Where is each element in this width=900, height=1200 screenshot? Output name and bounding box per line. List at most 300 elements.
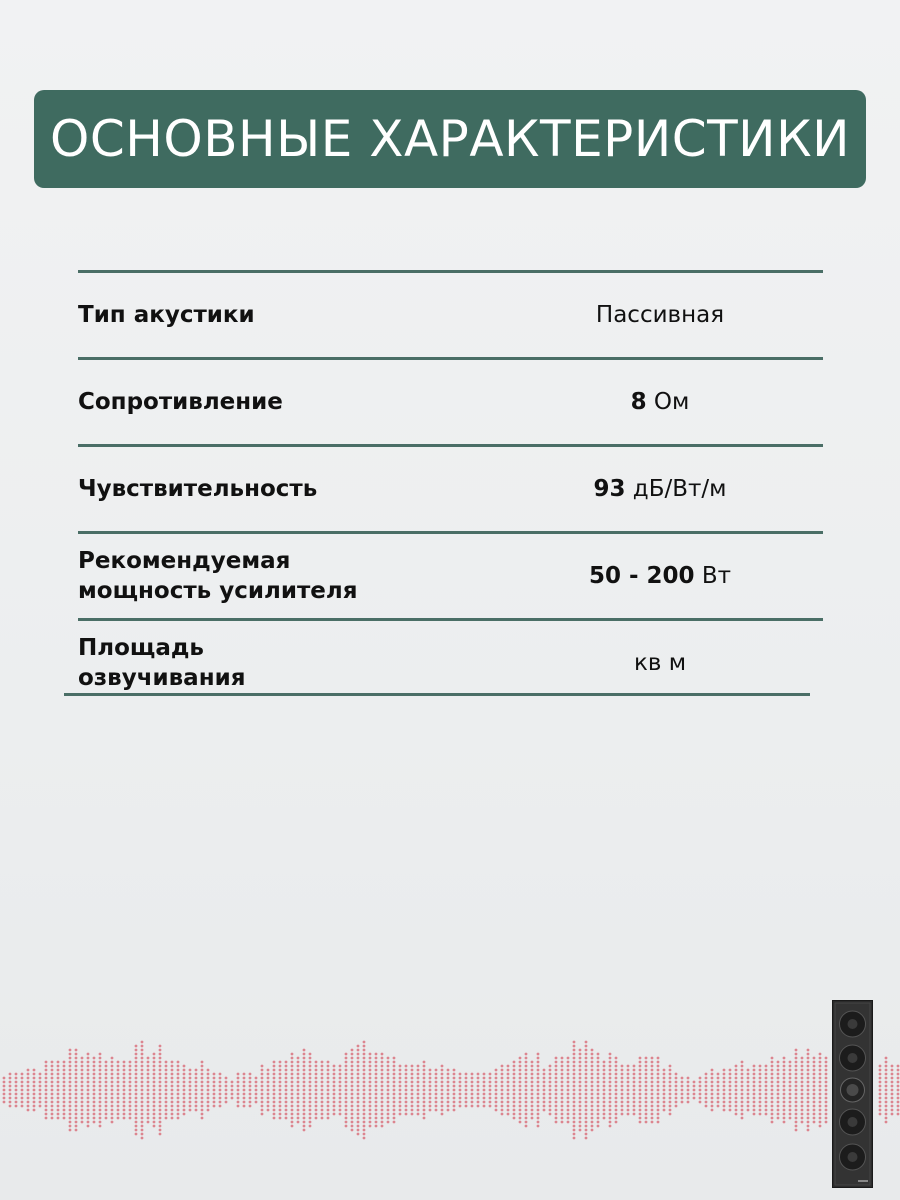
wave-dot (507, 1089, 510, 1092)
wave-dot (279, 1061, 282, 1064)
wave-dot (549, 1093, 552, 1096)
wave-dot (9, 1077, 12, 1080)
wave-dot (99, 1117, 102, 1120)
wave-dot (471, 1105, 474, 1108)
wave-dot (33, 1069, 36, 1072)
wave-dot (639, 1073, 642, 1076)
wave-dot (387, 1109, 390, 1112)
wave-dot (159, 1133, 162, 1136)
wave-dot (237, 1097, 240, 1100)
wave-dot (771, 1057, 774, 1060)
wave-dot (303, 1069, 306, 1072)
wave-dot (675, 1085, 678, 1088)
wave-dot (711, 1093, 714, 1096)
wave-dot (639, 1065, 642, 1068)
wave-dot (321, 1069, 324, 1072)
wave-dot (585, 1101, 588, 1104)
wave-dot (561, 1085, 564, 1088)
wave-dot (327, 1069, 330, 1072)
wave-dot (381, 1057, 384, 1060)
wave-dot (213, 1077, 216, 1080)
wave-dot (231, 1093, 234, 1096)
wave-dot (471, 1101, 474, 1104)
wave-dot (285, 1089, 288, 1092)
wave-dot (501, 1097, 504, 1100)
wave-dot (57, 1065, 60, 1068)
wave-dot (441, 1089, 444, 1092)
wave-dot (309, 1065, 312, 1068)
wave-dot (135, 1061, 138, 1064)
wave-dot (351, 1085, 354, 1088)
wave-dot (135, 1117, 138, 1120)
wave-dot (489, 1101, 492, 1104)
wave-dot (363, 1137, 366, 1140)
wave-dot (69, 1081, 72, 1084)
wave-dot (411, 1077, 414, 1080)
wave-dot (453, 1089, 456, 1092)
wave-dot (369, 1053, 372, 1056)
wave-dot (741, 1065, 744, 1068)
wave-dot (351, 1057, 354, 1060)
wave-dot (147, 1093, 150, 1096)
wave-dot (111, 1085, 114, 1088)
wave-dot (273, 1081, 276, 1084)
wave-dot (825, 1105, 828, 1108)
wave-dot (561, 1105, 564, 1108)
wave-dot (801, 1105, 804, 1108)
wave-dot (885, 1065, 888, 1068)
wave-dot (249, 1089, 252, 1092)
wave-dot (573, 1101, 576, 1104)
wave-dot (351, 1101, 354, 1104)
wave-dot (795, 1077, 798, 1080)
wave-dot (165, 1093, 168, 1096)
wave-dot (741, 1073, 744, 1076)
wave-dot (135, 1125, 138, 1128)
wave-dot (879, 1093, 882, 1096)
wave-dot (657, 1121, 660, 1124)
wave-dot (255, 1077, 258, 1080)
wave-dot (561, 1057, 564, 1060)
wave-dot (579, 1057, 582, 1060)
wave-dot (57, 1097, 60, 1100)
wave-dot (381, 1097, 384, 1100)
wave-dot (525, 1113, 528, 1116)
wave-dot (285, 1081, 288, 1084)
wave-dot (723, 1093, 726, 1096)
wave-dot (579, 1077, 582, 1080)
wave-dot (531, 1065, 534, 1068)
wave-dot (285, 1109, 288, 1112)
wave-dot (555, 1121, 558, 1124)
wave-dot (633, 1065, 636, 1068)
wave-dot (135, 1133, 138, 1136)
wave-dot (309, 1089, 312, 1092)
wave-dot (243, 1097, 246, 1100)
wave-dot (783, 1097, 786, 1100)
wave-dot (75, 1057, 78, 1060)
wave-dot (795, 1105, 798, 1108)
wave-dot (87, 1069, 90, 1072)
wave-dot (159, 1061, 162, 1064)
wave-dot (357, 1057, 360, 1060)
wave-dot (387, 1061, 390, 1064)
wave-dot (681, 1085, 684, 1088)
wave-dot (9, 1085, 12, 1088)
wave-dot (711, 1109, 714, 1112)
wave-dot (639, 1117, 642, 1120)
wave-dot (447, 1097, 450, 1100)
wave-dot (183, 1073, 186, 1076)
wave-dot (813, 1073, 816, 1076)
wave-dot (735, 1093, 738, 1096)
wave-dot (297, 1109, 300, 1112)
wave-dot (507, 1109, 510, 1112)
wave-dot (411, 1073, 414, 1076)
wave-dot (423, 1093, 426, 1096)
wave-dot (819, 1057, 822, 1060)
wave-dot (21, 1101, 24, 1104)
wave-dot (15, 1081, 18, 1084)
wave-dot (429, 1069, 432, 1072)
wave-dot (369, 1121, 372, 1124)
wave-dot (885, 1085, 888, 1088)
spec-value-area: кв м (633, 650, 687, 676)
wave-dot (405, 1097, 408, 1100)
wave-dot (597, 1073, 600, 1076)
wave-dot (597, 1121, 600, 1124)
wave-dot (729, 1073, 732, 1076)
wave-dot (777, 1113, 780, 1116)
wave-dot (117, 1089, 120, 1092)
wave-dot (471, 1085, 474, 1088)
wave-dot (717, 1093, 720, 1096)
wave-dot (537, 1113, 540, 1116)
wave-dot (69, 1121, 72, 1124)
wave-dot (669, 1069, 672, 1072)
wave-dot (363, 1117, 366, 1120)
wave-dot (453, 1073, 456, 1076)
wave-dot (321, 1061, 324, 1064)
wave-dot (351, 1065, 354, 1068)
wave-dot (609, 1113, 612, 1116)
wave-dot (609, 1053, 612, 1056)
wave-dot (9, 1097, 12, 1100)
wave-dot (885, 1109, 888, 1112)
wave-dot (759, 1097, 762, 1100)
wave-dot (399, 1089, 402, 1092)
wave-dot (897, 1065, 900, 1068)
wave-dot (459, 1105, 462, 1108)
wave-dot (381, 1061, 384, 1064)
wave-dot (129, 1061, 132, 1064)
wave-dot (87, 1097, 90, 1100)
wave-dot (99, 1093, 102, 1096)
wave-dot (621, 1105, 624, 1108)
wave-dot (477, 1101, 480, 1104)
wave-dot (513, 1097, 516, 1100)
wave-dot (513, 1065, 516, 1068)
wave-dot (705, 1085, 708, 1088)
wave-dot (519, 1089, 522, 1092)
wave-dot (771, 1065, 774, 1068)
wave-dot (93, 1073, 96, 1076)
table-divider (64, 693, 810, 696)
wave-dot (171, 1073, 174, 1076)
wave-dot (609, 1069, 612, 1072)
wave-dot (321, 1081, 324, 1084)
wave-dot (363, 1113, 366, 1116)
wave-dot (3, 1077, 6, 1080)
wave-dot (159, 1053, 162, 1056)
wave-dot (561, 1101, 564, 1104)
wave-dot (441, 1109, 444, 1112)
wave-dot (297, 1077, 300, 1080)
wave-dot (33, 1093, 36, 1096)
wave-dot (519, 1121, 522, 1124)
wave-dot (93, 1117, 96, 1120)
wave-dot (501, 1065, 504, 1068)
wave-dot (549, 1073, 552, 1076)
wave-dot (99, 1053, 102, 1056)
wave-dot (705, 1105, 708, 1108)
wave-dot (303, 1125, 306, 1128)
wave-dot (147, 1077, 150, 1080)
wave-dot (159, 1129, 162, 1132)
wave-dot (585, 1045, 588, 1048)
wave-dot (75, 1053, 78, 1056)
wave-dot (435, 1077, 438, 1080)
wave-dot (789, 1105, 792, 1108)
wave-dot (423, 1109, 426, 1112)
wave-dot (717, 1101, 720, 1104)
wave-dot (609, 1093, 612, 1096)
wave-dot (315, 1077, 318, 1080)
wave-dot (783, 1093, 786, 1096)
wave-dot (147, 1109, 150, 1112)
wave-dot (561, 1073, 564, 1076)
wave-dot (363, 1069, 366, 1072)
wave-dot (357, 1077, 360, 1080)
wave-dot (477, 1073, 480, 1076)
wave-dot (357, 1089, 360, 1092)
wave-dot (405, 1101, 408, 1104)
wave-dot (327, 1085, 330, 1088)
wave-dot (363, 1101, 366, 1104)
wave-dot (141, 1077, 144, 1080)
tweeter (841, 1078, 865, 1102)
wave-dot (429, 1093, 432, 1096)
wave-dot (633, 1101, 636, 1104)
wave-dot (87, 1057, 90, 1060)
wave-dot (807, 1105, 810, 1108)
wave-dot (159, 1069, 162, 1072)
wave-dot (513, 1113, 516, 1116)
wave-dot (81, 1061, 84, 1064)
wave-dot (711, 1077, 714, 1080)
wave-dot (789, 1093, 792, 1096)
wave-dot (711, 1073, 714, 1076)
wave-dot (21, 1097, 24, 1100)
wave-dot (615, 1093, 618, 1096)
wave-dot (669, 1085, 672, 1088)
wave-dot (777, 1105, 780, 1108)
wave-dot (261, 1073, 264, 1076)
wave-dot (519, 1101, 522, 1104)
wave-dot (819, 1053, 822, 1056)
wave-dot (507, 1105, 510, 1108)
wave-dot (81, 1109, 84, 1112)
wave-dot (825, 1101, 828, 1104)
wave-dot (153, 1113, 156, 1116)
wave-dot (363, 1077, 366, 1080)
wave-dot (585, 1057, 588, 1060)
wave-dot (513, 1077, 516, 1080)
page-title: ОСНОВНЫЕ ХАРАКТЕРИСТИКИ (50, 110, 850, 168)
wave-dot (45, 1101, 48, 1104)
wave-dot (93, 1081, 96, 1084)
wave-dot (891, 1105, 894, 1108)
wave-dot (819, 1121, 822, 1124)
wave-dot (603, 1069, 606, 1072)
wave-dot (411, 1085, 414, 1088)
wave-dot (597, 1065, 600, 1068)
wave-dot (585, 1069, 588, 1072)
wave-dot (885, 1077, 888, 1080)
wave-dot (219, 1101, 222, 1104)
wave-dot (219, 1089, 222, 1092)
wave-dot (621, 1109, 624, 1112)
wave-dot (633, 1077, 636, 1080)
wave-dot (261, 1097, 264, 1100)
wave-dot (579, 1089, 582, 1092)
wave-dot (591, 1113, 594, 1116)
wave-dot (675, 1105, 678, 1108)
wave-dot (333, 1085, 336, 1088)
wave-dot (633, 1097, 636, 1100)
wave-dot (795, 1097, 798, 1100)
wave-dot (723, 1109, 726, 1112)
wave-dot (99, 1077, 102, 1080)
wave-dot (159, 1097, 162, 1100)
wave-dot (153, 1089, 156, 1092)
wave-dot (771, 1061, 774, 1064)
wave-dot (129, 1081, 132, 1084)
wave-dot (387, 1077, 390, 1080)
wave-dot (87, 1065, 90, 1068)
wave-dot (309, 1085, 312, 1088)
wave-dot (51, 1085, 54, 1088)
wave-dot (465, 1089, 468, 1092)
wave-dot (225, 1081, 228, 1084)
wave-dot (315, 1085, 318, 1088)
wave-dot (777, 1069, 780, 1072)
wave-dot (183, 1085, 186, 1088)
wave-dot (375, 1057, 378, 1060)
wave-dot (705, 1089, 708, 1092)
wave-dot (333, 1073, 336, 1076)
wave-dot (201, 1117, 204, 1120)
wave-dot (147, 1073, 150, 1076)
wave-dot (471, 1077, 474, 1080)
wave-dot (423, 1069, 426, 1072)
wave-dot (501, 1073, 504, 1076)
wave-dot (393, 1065, 396, 1068)
wave-dot (777, 1101, 780, 1104)
wave-dot (57, 1081, 60, 1084)
wave-dot (339, 1081, 342, 1084)
wave-dot (789, 1101, 792, 1104)
wave-dot (387, 1081, 390, 1084)
wave-dot (501, 1069, 504, 1072)
wave-dot (309, 1053, 312, 1056)
wave-dot (183, 1077, 186, 1080)
wave-dot (273, 1097, 276, 1100)
wave-dot (351, 1097, 354, 1100)
wave-dot (549, 1089, 552, 1092)
wave-dot (123, 1069, 126, 1072)
wave-dot (63, 1097, 66, 1100)
wave-dot (267, 1081, 270, 1084)
wave-dot (357, 1085, 360, 1088)
sound-wave-graphic (0, 1035, 900, 1155)
wave-dot (3, 1081, 6, 1084)
wave-dot (63, 1077, 66, 1080)
wave-dot (705, 1081, 708, 1084)
wave-dot (783, 1105, 786, 1108)
wave-dot (519, 1085, 522, 1088)
wave-dot (129, 1113, 132, 1116)
wave-dot (741, 1097, 744, 1100)
wave-dot (351, 1125, 354, 1128)
wave-dot (357, 1081, 360, 1084)
wave-dot (699, 1077, 702, 1080)
wave-dot (201, 1081, 204, 1084)
wave-dot (189, 1093, 192, 1096)
wave-dot (333, 1109, 336, 1112)
wave-dot (645, 1101, 648, 1104)
wave-dot (195, 1085, 198, 1088)
wave-dot (153, 1109, 156, 1112)
wave-dot (783, 1117, 786, 1120)
wave-dot (69, 1073, 72, 1076)
wave-dot (123, 1065, 126, 1068)
wave-dot (369, 1109, 372, 1112)
wave-dot (573, 1125, 576, 1128)
wave-dot (87, 1053, 90, 1056)
wave-dot (249, 1085, 252, 1088)
wave-dot (321, 1093, 324, 1096)
wave-dot (651, 1081, 654, 1084)
wave-dot (651, 1073, 654, 1076)
wave-dot (447, 1085, 450, 1088)
wave-dot (111, 1097, 114, 1100)
wave-dot (345, 1109, 348, 1112)
wave-dot (447, 1101, 450, 1104)
wave-dot (567, 1061, 570, 1064)
wave-dot (291, 1117, 294, 1120)
wave-dot (375, 1105, 378, 1108)
wave-dot (591, 1053, 594, 1056)
wave-dot (513, 1081, 516, 1084)
wave-dot (369, 1073, 372, 1076)
wave-dot (753, 1105, 756, 1108)
wave-dot (309, 1061, 312, 1064)
wave-dot (753, 1073, 756, 1076)
wave-dot (729, 1093, 732, 1096)
wave-dot (159, 1057, 162, 1060)
wave-dot (897, 1077, 900, 1080)
